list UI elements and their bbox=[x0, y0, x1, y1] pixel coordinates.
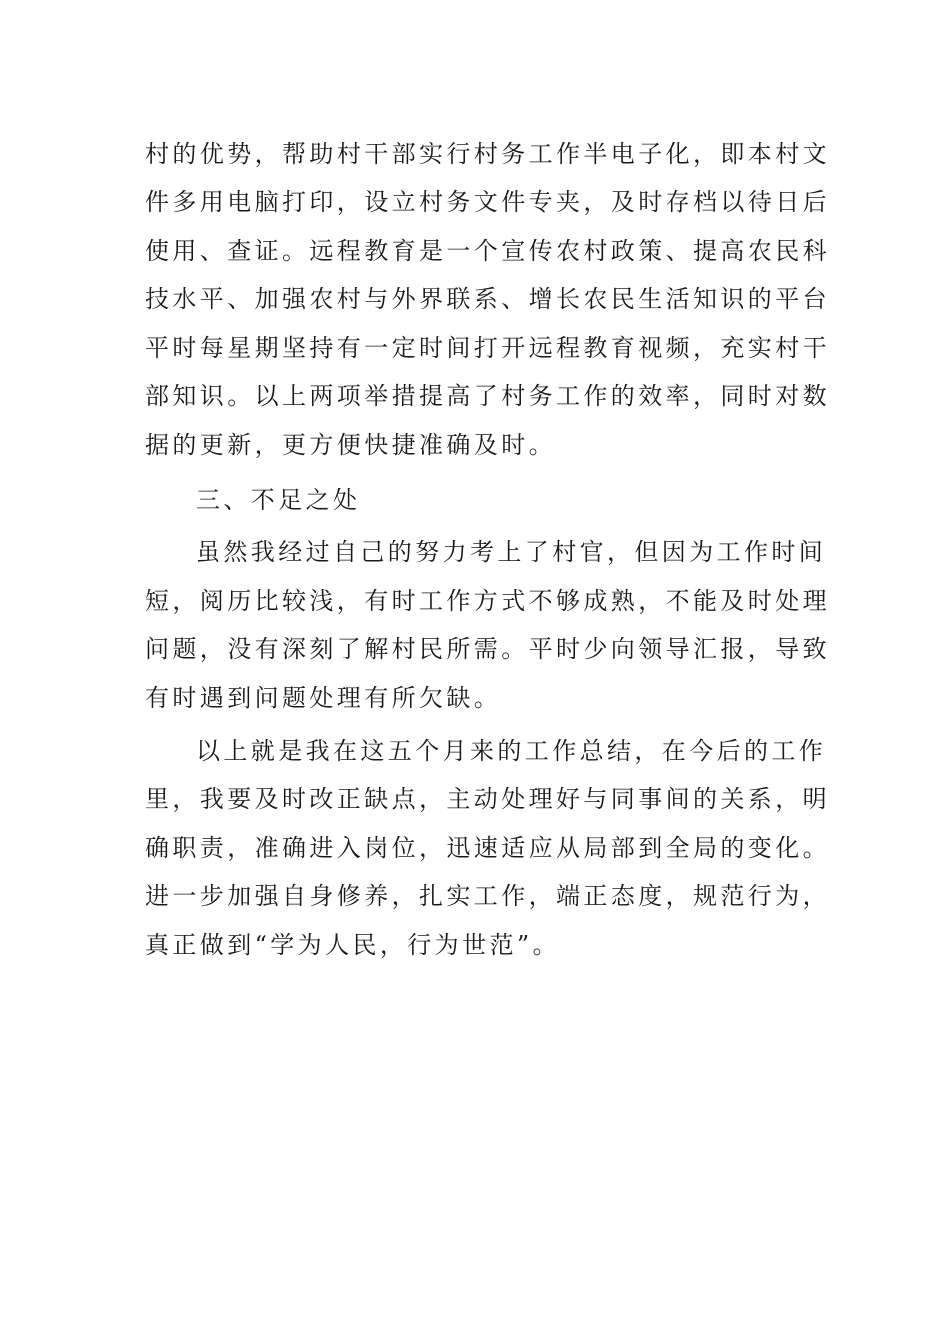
paragraph-line: 虽然我经过自己的努力考上了村官，但因为工作时间 bbox=[196, 538, 827, 566]
paragraph-line: 进一步加强自身修养，扎实工作，端正态度，规范行为， bbox=[145, 882, 830, 910]
paragraph-line: 使用、查证。远程教育是一个宣传农村政策、提高农民科 bbox=[145, 237, 830, 265]
paragraph-line: 确职责，准确进入岗位，迅速适应从局部到全局的变化。 bbox=[145, 834, 830, 862]
paragraph-line: 真正做到“学为人民，行为世范”。 bbox=[145, 931, 560, 959]
paragraph-line: 以上就是我在这五个月来的工作总结，在今后的工作 bbox=[196, 737, 827, 765]
paragraph-line: 有时遇到问题处理有所欠缺。 bbox=[145, 684, 502, 712]
paragraph-line: 平时每星期坚持有一定时间打开远程教育视频，充实村干 bbox=[145, 334, 830, 362]
paragraph-line: 技水平、加强农村与外界联系、增长农民生活知识的平台 bbox=[145, 285, 830, 313]
paragraph-line: 短，阅历比较浅，有时工作方式不够成熟，不能及时处理 bbox=[145, 587, 830, 615]
paragraph-line: 问题，没有深刻了解村民所需。平时少向领导汇报，导致 bbox=[145, 635, 830, 663]
paragraph-line: 村的优势，帮助村干部实行村务工作半电子化，即本村文 bbox=[145, 140, 830, 168]
section-heading: 三、不足之处 bbox=[196, 486, 361, 514]
paragraph-line: 件多用电脑打印，设立村务文件专夹，及时存档以待日后 bbox=[145, 188, 830, 216]
paragraph-line: 部知识。以上两项举措提高了村务工作的效率，同时对数 bbox=[145, 382, 830, 410]
paragraph-line: 里，我要及时改正缺点，主动处理好与同事间的关系，明 bbox=[145, 785, 830, 813]
paragraph-line: 据的更新，更方便快捷准确及时。 bbox=[145, 431, 556, 459]
